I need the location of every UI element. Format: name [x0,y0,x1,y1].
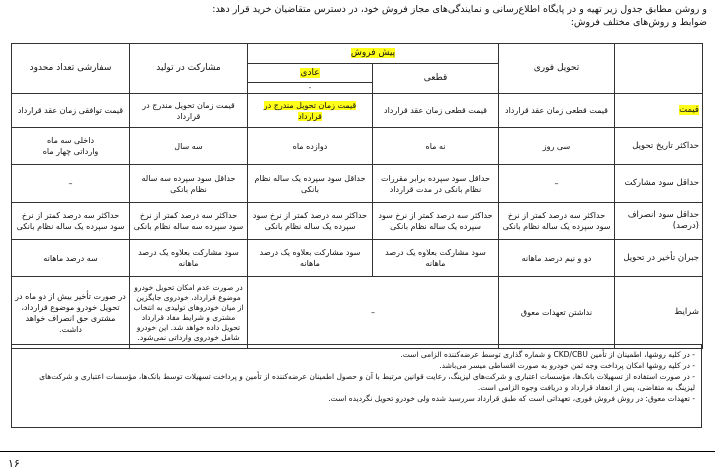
cell-conditions-partnership: در صورت عدم امکان تحویل خودرو موضوع قرارداد، خودروی جایگزین از میان خودروهای تولیدی به انتخاب مشتری و شرایط مفاد قرارداد تحویل داده خواهد شد. این خودرو شامل خودروی وارداتی نمی‌شود. [130,277,248,349]
header-ordinary: عادی [248,64,373,83]
cell-profit-ordinary: حداقل سود سپرده یک ساله نظام بانکی [248,165,373,203]
cell-price-limited: قیمت توافقی زمان عقد قرارداد [12,94,130,128]
page-number: ۱۶ [8,457,20,470]
intro-paragraph [7,3,707,29]
cell-cancellation-immediate: حداکثر سه درصد کمتر از نرخ سود سپرده یک ساله نظام بانکی [499,203,615,240]
note-item: - تعهدات معوق: در روش فروش فوری، تعهداتی است که طبق قرارداد سررسید شده ولی خودرو تحویل نگردیده است. [328,394,695,403]
cell-profit-immediate: – [499,165,615,203]
header-corner [615,44,703,94]
header-definite: قطعی [373,64,499,94]
cell-delay-limited: سه درصد ماهانه [12,240,130,277]
cell-profit-limited: – [12,165,130,203]
header-ordinary-dash: - [248,83,373,94]
cell-delivery-immediate: سی روز [499,128,615,165]
header-limited: سفارشی تعداد محدود [12,44,130,94]
cell-delay-ordinary: سود مشارکت بعلاوه یک درصد ماهانه [248,240,373,277]
cell-delay-definite: سود مشارکت بعلاوه یک درصد ماهانه [373,240,499,277]
cell-conditions-immediate: نداشتن تعهدات معوق [499,277,615,349]
cell-conditions-presale: – [248,277,499,349]
header-presale: پیش فروش [248,44,499,64]
cell-cancellation-limited: حداکثر سه درصد کمتر از نرخ سود سپرده یک ساله نظام بانکی [12,203,130,240]
note-item: - در کلیه روشها، اطمینان از تأمین CKD/CBU و شماره گذاری توسط عرضه‌کننده الزامی است. [400,350,695,359]
cell-profit-partnership: حداقل سود سپرده سه ساله نظام بانکی [130,165,248,203]
row-label-conditions: شرایط [615,277,703,349]
note-item: - در صورت استفاده از تسهیلات بانک‌ها، مؤسسات اعتباری و شرکت‌های لیزینگ، رعایت قوانین مرتبط با آن و حصول اطمینان عرضه‌کننده از تأمین و پرداخت تسهیلات توسط بانک‌ها، مؤسسات اعتباری و شرکت‌های لیزینگ به متقاضی، پس از انعقاد قرارداد و دریافت وجوه الزامی است. [39,372,695,392]
cell-delivery-limited: داخلی سه ماه وارداتی چهار ماه [12,128,130,165]
intro-line-1: و روشن مطابق جدول زیر تهیه و در پایگاه اطلاع‌رسانی و نمایندگی‌های مجاز فروش خود، در دسترس متقاضیان خرید قرار دهد: [212,4,707,15]
cell-delay-partnership: سود مشارکت بعلاوه یک درصد ماهانه [130,240,248,277]
row-label-delivery: حداکثر تاریخ تحویل [615,128,703,165]
notes-box [11,344,702,428]
cell-cancellation-partnership: حداکثر سه درصد کمتر از نرخ سود سپرده سه ساله نظام بانکی [130,203,248,240]
note-item: - در کلیه روشها امکان پرداخت وجه ثمن خودرو به صورت اقساطی میسر می‌باشد. [439,361,695,370]
row-label-price: قیمت [615,94,703,128]
cell-price-immediate: قیمت قطعی زمان عقد قرارداد [499,94,615,128]
footer-divider [0,451,715,452]
cell-delivery-partnership: سه سال [130,128,248,165]
cell-profit-definite: حداقل سود سپرده برابر مقررات نظام بانکی در مدت قرارداد [373,165,499,203]
row-label-cancellation: حداقل سود انصراف (درصد) [615,203,703,240]
cell-conditions-limited: در صورت تأخیر بیش از دو ماه در تحویل خودرو موضوع قرارداد، مشتری حق انصراف خواهد داشت. [12,277,130,349]
cell-cancellation-ordinary: حداکثر سه درصد کمتر از نرخ سود سپرده یک ساله نظام بانکی [248,203,373,240]
cell-delivery-ordinary: دوازده ماه [248,128,373,165]
cell-delay-immediate: دو و نیم درصد ماهانه [499,240,615,277]
cell-price-ordinary: قیمت زمان تحویل مندرج در قرارداد [248,94,373,128]
intro-line-2: ضوابط و روش‌های مختلف فروش: [570,17,707,28]
cell-price-partnership: قیمت زمان تحویل مندرج در قرارداد [130,94,248,128]
cell-delivery-definite: نه ماه [373,128,499,165]
cell-price-definite: قیمت قطعی زمان عقد قرارداد [373,94,499,128]
row-label-delay: جبران تأخیر در تحویل [615,240,703,277]
row-label-profit: حداقل سود مشارکت [615,165,703,203]
sales-methods-table [11,43,703,349]
cell-cancellation-definite: حداکثر سه درصد کمتر از نرخ سود سپرده یک ساله نظام بانکی [373,203,499,240]
header-immediate: تحویل فوری [499,44,615,94]
header-partnership: مشارکت در تولید [130,44,248,94]
